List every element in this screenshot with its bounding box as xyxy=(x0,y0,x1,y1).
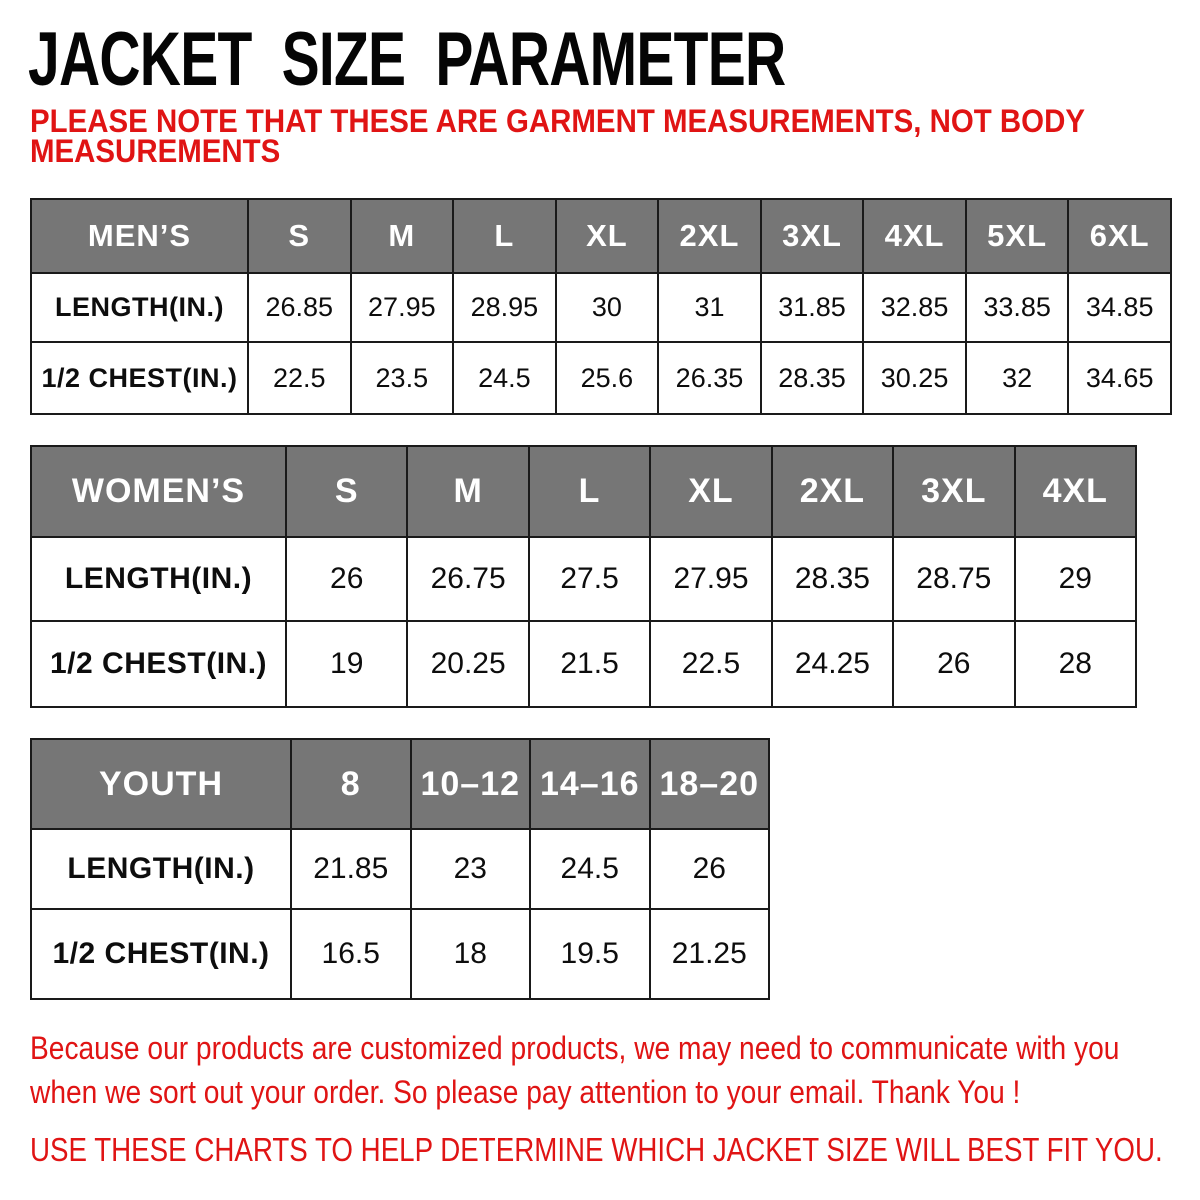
size-header-cell: 2XL xyxy=(772,446,893,537)
size-value-cell: 21.25 xyxy=(650,909,770,999)
size-value-cell: 27.95 xyxy=(650,537,771,621)
size-value-cell: 34.65 xyxy=(1068,342,1171,414)
size-value-cell: 27.95 xyxy=(351,273,454,342)
size-header-cell: XL xyxy=(556,199,659,273)
size-header-cell: 10–12 xyxy=(411,739,531,829)
row-label: 1/2 CHEST(IN.) xyxy=(31,342,248,414)
size-value-cell: 20.25 xyxy=(407,621,528,707)
size-value-cell: 29 xyxy=(1015,537,1136,621)
size-value-cell: 27.5 xyxy=(529,537,650,621)
row-label: LENGTH(IN.) xyxy=(31,273,248,342)
note-line-1: PLEASE NOTE THAT THESE ARE GARMENT MEASUREMENTS, NOT BODY xyxy=(30,103,1085,139)
size-value-cell: 26.35 xyxy=(658,342,761,414)
row-label: LENGTH(IN.) xyxy=(31,537,286,621)
size-header-cell: 6XL xyxy=(1068,199,1171,273)
size-value-cell: 21.85 xyxy=(291,829,411,909)
customization-notice-line-2: when we sort out your order. So please pay attention to your email. Thank You ! xyxy=(30,1074,1021,1110)
usage-note: USE THESE CHARTS TO HELP DETERMINE WHICH JACKET SIZE WILL BEST FIT YOU. xyxy=(30,1131,1163,1168)
group-label-womens: WOMEN’S xyxy=(31,446,286,537)
size-value-cell: 28.95 xyxy=(453,273,556,342)
row-label: LENGTH(IN.) xyxy=(31,829,291,909)
size-value-cell: 19 xyxy=(286,621,407,707)
size-header-cell: M xyxy=(351,199,454,273)
size-header-cell: 3XL xyxy=(893,446,1014,537)
size-value-cell: 24.5 xyxy=(530,829,650,909)
size-value-cell: 24.25 xyxy=(772,621,893,707)
size-header-cell: 4XL xyxy=(863,199,966,273)
size-value-cell: 32 xyxy=(966,342,1069,414)
size-value-cell: 25.6 xyxy=(556,342,659,414)
size-header-cell: 18–20 xyxy=(650,739,770,829)
size-header-cell: 14–16 xyxy=(530,739,650,829)
size-value-cell: 30 xyxy=(556,273,659,342)
group-label-mens: MEN’S xyxy=(31,199,248,273)
size-value-cell: 28.35 xyxy=(761,342,864,414)
group-label-youth: YOUTH xyxy=(31,739,291,829)
size-value-cell: 30.25 xyxy=(863,342,966,414)
table-row xyxy=(31,909,769,999)
size-header-cell: L xyxy=(529,446,650,537)
size-value-cell: 34.85 xyxy=(1068,273,1171,342)
size-value-cell: 21.5 xyxy=(529,621,650,707)
size-value-cell: 28.35 xyxy=(772,537,893,621)
page-title: JACKET SIZE PARAMETER xyxy=(28,17,786,102)
size-value-cell: 26.75 xyxy=(407,537,528,621)
table-row xyxy=(31,829,769,909)
table-row xyxy=(31,621,1136,707)
customization-notice xyxy=(30,1026,1200,1114)
size-value-cell: 33.85 xyxy=(966,273,1069,342)
customization-notice-line-1: Because our products are customized products, we may need to communicate with you xyxy=(30,1030,1120,1066)
garment-measurement-note xyxy=(30,103,1177,169)
size-value-cell: 28.75 xyxy=(893,537,1014,621)
table-row xyxy=(31,273,1171,342)
size-value-cell: 31.85 xyxy=(761,273,864,342)
row-label: 1/2 CHEST(IN.) xyxy=(31,909,291,999)
size-header-cell: S xyxy=(248,199,351,273)
size-value-cell: 26 xyxy=(893,621,1014,707)
size-value-cell: 24.5 xyxy=(453,342,556,414)
table-row xyxy=(31,342,1171,414)
size-header-cell: 2XL xyxy=(658,199,761,273)
size-header-cell: 5XL xyxy=(966,199,1069,273)
size-table-youth xyxy=(30,738,770,1000)
table-row xyxy=(31,537,1136,621)
size-value-cell: 26.85 xyxy=(248,273,351,342)
size-header-cell: XL xyxy=(650,446,771,537)
size-value-cell: 23.5 xyxy=(351,342,454,414)
size-header-cell: M xyxy=(407,446,528,537)
size-value-cell: 19.5 xyxy=(530,909,650,999)
size-header-cell: 3XL xyxy=(761,199,864,273)
size-value-cell: 18 xyxy=(411,909,531,999)
size-value-cell: 26 xyxy=(286,537,407,621)
size-value-cell: 28 xyxy=(1015,621,1136,707)
size-value-cell: 26 xyxy=(650,829,770,909)
row-label: 1/2 CHEST(IN.) xyxy=(31,621,286,707)
size-value-cell: 22.5 xyxy=(650,621,771,707)
size-header-cell: 4XL xyxy=(1015,446,1136,537)
size-value-cell: 22.5 xyxy=(248,342,351,414)
size-table-mens xyxy=(30,198,1172,415)
size-value-cell: 23 xyxy=(411,829,531,909)
size-header-cell: 8 xyxy=(291,739,411,829)
size-value-cell: 31 xyxy=(658,273,761,342)
size-header-cell: L xyxy=(453,199,556,273)
size-header-cell: S xyxy=(286,446,407,537)
size-value-cell: 32.85 xyxy=(863,273,966,342)
size-value-cell: 16.5 xyxy=(291,909,411,999)
size-table-womens xyxy=(30,445,1137,708)
note-line-2: MEASUREMENTS xyxy=(30,133,281,169)
